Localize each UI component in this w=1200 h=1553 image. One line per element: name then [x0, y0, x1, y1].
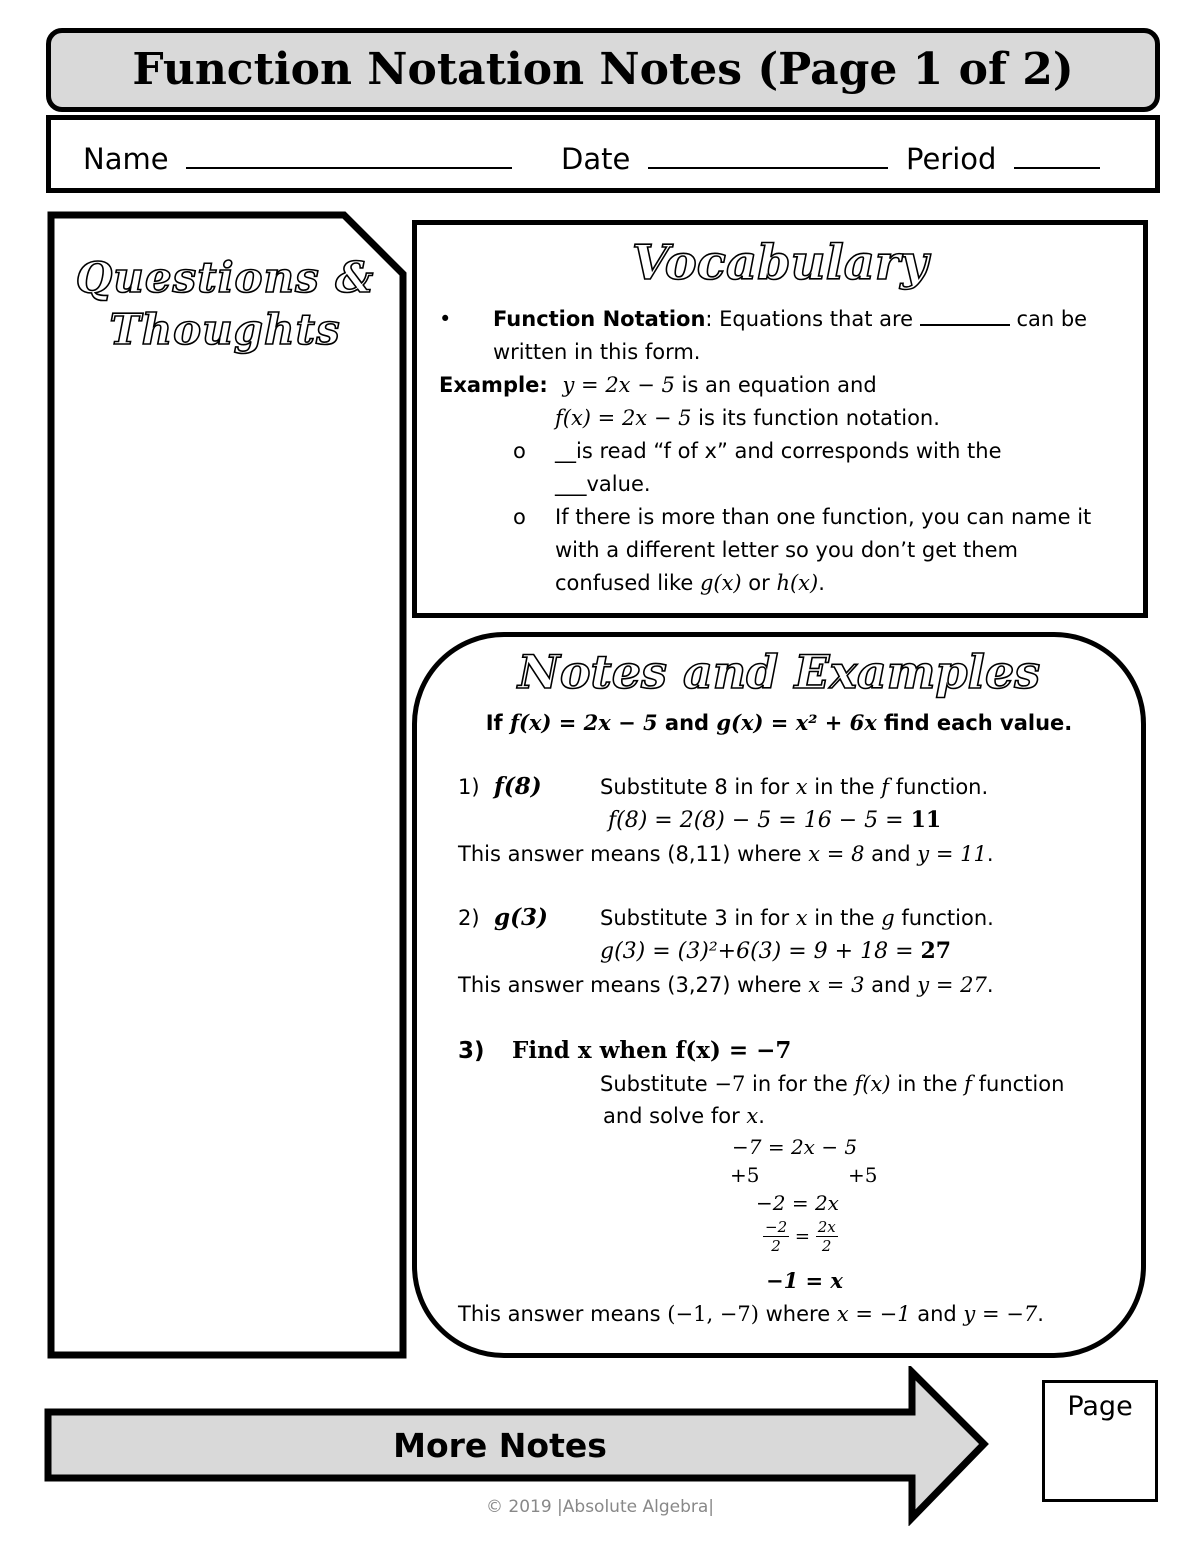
- sub1-line2: ___value.: [555, 472, 651, 496]
- ex2-meaning-m1: x = 3: [808, 973, 865, 997]
- ex1-meaning-end: .: [986, 842, 994, 866]
- example-line1-text: is an equation and: [674, 373, 877, 397]
- ex3-work-1: −7 = 2x − 5: [732, 1135, 858, 1159]
- g-of-x: g(x): [699, 571, 742, 595]
- sub1-line1: __is read “f of x” and corresponds with the: [555, 439, 1002, 463]
- vocabulary-heading: Vocabulary: [631, 235, 929, 291]
- date-label: Date: [561, 142, 631, 176]
- example-2-step: [600, 902, 994, 935]
- vocab-def-part1: : Equations that are: [705, 307, 914, 331]
- sub2-line3-or: or: [741, 571, 777, 595]
- ex2-step-a: Substitute 3 in for: [600, 906, 796, 930]
- student-info-bar: [46, 115, 1160, 193]
- fraction-right: [816, 1218, 838, 1255]
- sub2-line2: with a different letter so you don’t get them: [555, 538, 1018, 562]
- intro-if: If: [485, 711, 510, 735]
- period-field[interactable]: [906, 142, 1100, 176]
- ex3-step2-a: and solve for: [603, 1104, 747, 1128]
- example-label: Example:: [439, 373, 548, 397]
- example-2-label: g(3): [494, 904, 548, 931]
- ex3-step1-m1: −7: [714, 1072, 746, 1096]
- frac-equals: =: [794, 1226, 810, 1247]
- vocab-def-line2: written in this form.: [493, 340, 701, 364]
- sub2-line3-end: .: [818, 571, 825, 595]
- ex1-step-a: Substitute 8 in for: [600, 775, 796, 799]
- name-field[interactable]: [83, 142, 512, 176]
- example-1-step: [600, 771, 988, 804]
- example-line1: [439, 369, 877, 402]
- vocab-definition: [493, 303, 1123, 336]
- fraction-left: [763, 1218, 789, 1255]
- example-2-work: [600, 935, 951, 968]
- example-1-number: 1): [458, 775, 480, 799]
- vocabulary-box: [412, 220, 1148, 618]
- name-label: Name: [83, 142, 169, 176]
- ex2-answer: 27: [920, 938, 952, 964]
- example-line2-text: is its function notation.: [691, 406, 940, 430]
- intro-f: f(x) = 2x − 5: [509, 710, 658, 735]
- intro-end: find each value.: [876, 711, 1073, 735]
- ex1-work: f(8) = 2(8) − 5 = 16 − 5 =: [608, 808, 911, 833]
- frac-right-num: 2x: [817, 1218, 836, 1236]
- notes-intro: [412, 706, 1146, 740]
- ex3-step1-m3: f: [964, 1072, 972, 1096]
- example-line2: [555, 402, 940, 435]
- ex3-meaning-m1: x = −1: [836, 1302, 911, 1326]
- ex3-step1-c: in the: [890, 1072, 965, 1096]
- questions-thoughts-box[interactable]: [46, 210, 408, 1360]
- vocab-blank[interactable]: [920, 324, 1010, 326]
- notes-heading: Notes and Examples: [517, 645, 1041, 699]
- period-blank[interactable]: [1014, 167, 1100, 169]
- ex3-step2-end: .: [758, 1104, 765, 1128]
- example-3-step-line1: [600, 1068, 1064, 1101]
- ex2-meaning-a: This answer means (3,27) where: [458, 973, 809, 997]
- ex2-step-x: x: [795, 906, 808, 930]
- ex3-meaning-a: This answer means: [458, 1302, 668, 1326]
- sub2-line3: [555, 567, 825, 600]
- example-1-work: [608, 804, 941, 837]
- ex2-step-b: in the: [807, 906, 882, 930]
- copyright-footer: © 2019 |Absolute Algebra|: [485, 1497, 715, 1517]
- vocab-def-part2: can be: [1016, 307, 1088, 331]
- ex3-meaning-end: .: [1037, 1302, 1044, 1326]
- ex1-meaning-a: This answer means (8,11) where: [458, 842, 809, 866]
- ex2-step-fn: g: [881, 906, 895, 930]
- example-3-meaning: [458, 1298, 1044, 1331]
- ex2-meaning-m2: y = 27: [917, 973, 987, 997]
- ex1-answer: 11: [910, 807, 942, 833]
- ex3-work-4: [763, 1218, 838, 1255]
- ex3-step1-m2: f(x): [854, 1072, 891, 1096]
- ex3-meaning-m2: y = −7: [963, 1302, 1038, 1326]
- example-2-number: 2): [458, 906, 480, 930]
- intro-and: and: [657, 711, 717, 735]
- page-label: Page: [1067, 1391, 1133, 1422]
- frac-left-den: 2: [771, 1237, 781, 1255]
- example-2-meaning: [458, 969, 994, 1002]
- ex3-work-2-right: +5: [848, 1163, 878, 1187]
- title-bar: [46, 28, 1160, 112]
- ex2-work: g(3) = (3)²+6(3) = 9 + 18 =: [600, 939, 921, 964]
- frac-left-num: −2: [765, 1218, 788, 1236]
- sub-bullet-2: o: [513, 505, 526, 529]
- more-notes-label: More Notes: [393, 1426, 607, 1465]
- h-of-x: h(x): [776, 571, 819, 595]
- ex1-step-b: in the: [807, 775, 882, 799]
- example-3-label: Find x when f(x) = −7: [512, 1037, 792, 1064]
- example-3-step-line2: [603, 1100, 765, 1133]
- ex3-work-2-left: +5: [730, 1163, 760, 1187]
- date-field[interactable]: [561, 142, 888, 176]
- intro-g: g(x) = x² + 6x: [716, 710, 877, 735]
- example-3-number: 3): [458, 1038, 485, 1064]
- name-blank[interactable]: [186, 167, 512, 169]
- ex3-step1-a: Substitute: [600, 1072, 715, 1096]
- ex1-meaning-m2: y = 11: [917, 842, 987, 866]
- questions-thoughts-heading: [70, 252, 380, 356]
- ex1-step-fn: f: [881, 775, 890, 799]
- vocab-term: Function Notation: [493, 307, 706, 331]
- qt-heading-line1: Questions &: [75, 253, 375, 302]
- ex3-meaning-b: where: [758, 1302, 837, 1326]
- example-function: f(x) = 2x − 5: [555, 406, 692, 430]
- ex2-meaning-end: .: [986, 973, 994, 997]
- date-blank[interactable]: [648, 167, 888, 169]
- sub-bullet-1: o: [513, 439, 526, 463]
- sub2-line3-text: confused like: [555, 571, 700, 595]
- example-1-label: f(8): [494, 773, 542, 800]
- ex1-step-x: x: [795, 775, 808, 799]
- qt-heading-line2: Thoughts: [109, 305, 341, 354]
- sub2-line1: If there is more than one function, you can name it: [555, 505, 1092, 529]
- frac-right-den: 2: [821, 1237, 832, 1255]
- period-label: Period: [906, 142, 997, 176]
- ex1-meaning-b: and: [864, 842, 918, 866]
- page-number-box[interactable]: [1042, 1380, 1158, 1502]
- ex2-step-c: function.: [894, 906, 994, 930]
- ex3-step1-d: function: [971, 1072, 1065, 1096]
- ex3-meaning-m0: (−1, −7): [667, 1302, 759, 1326]
- vocab-bullet: •: [439, 307, 452, 331]
- ex3-meaning-c: and: [910, 1302, 964, 1326]
- ex1-meaning-m1: x = 8: [808, 842, 865, 866]
- ex1-step-c: function.: [889, 775, 989, 799]
- page-title: Function Notation Notes (Page 1 of 2): [132, 44, 1074, 95]
- ex3-work-3: −2 = 2x: [756, 1191, 839, 1215]
- ex3-step2-m: x: [746, 1104, 759, 1128]
- example-1-meaning: [458, 838, 994, 871]
- example-equation: y = 2x − 5: [562, 373, 675, 397]
- ex3-work-5: −1 = x: [766, 1268, 843, 1293]
- ex3-step1-b: in for the: [745, 1072, 855, 1096]
- ex2-meaning-b: and: [864, 973, 918, 997]
